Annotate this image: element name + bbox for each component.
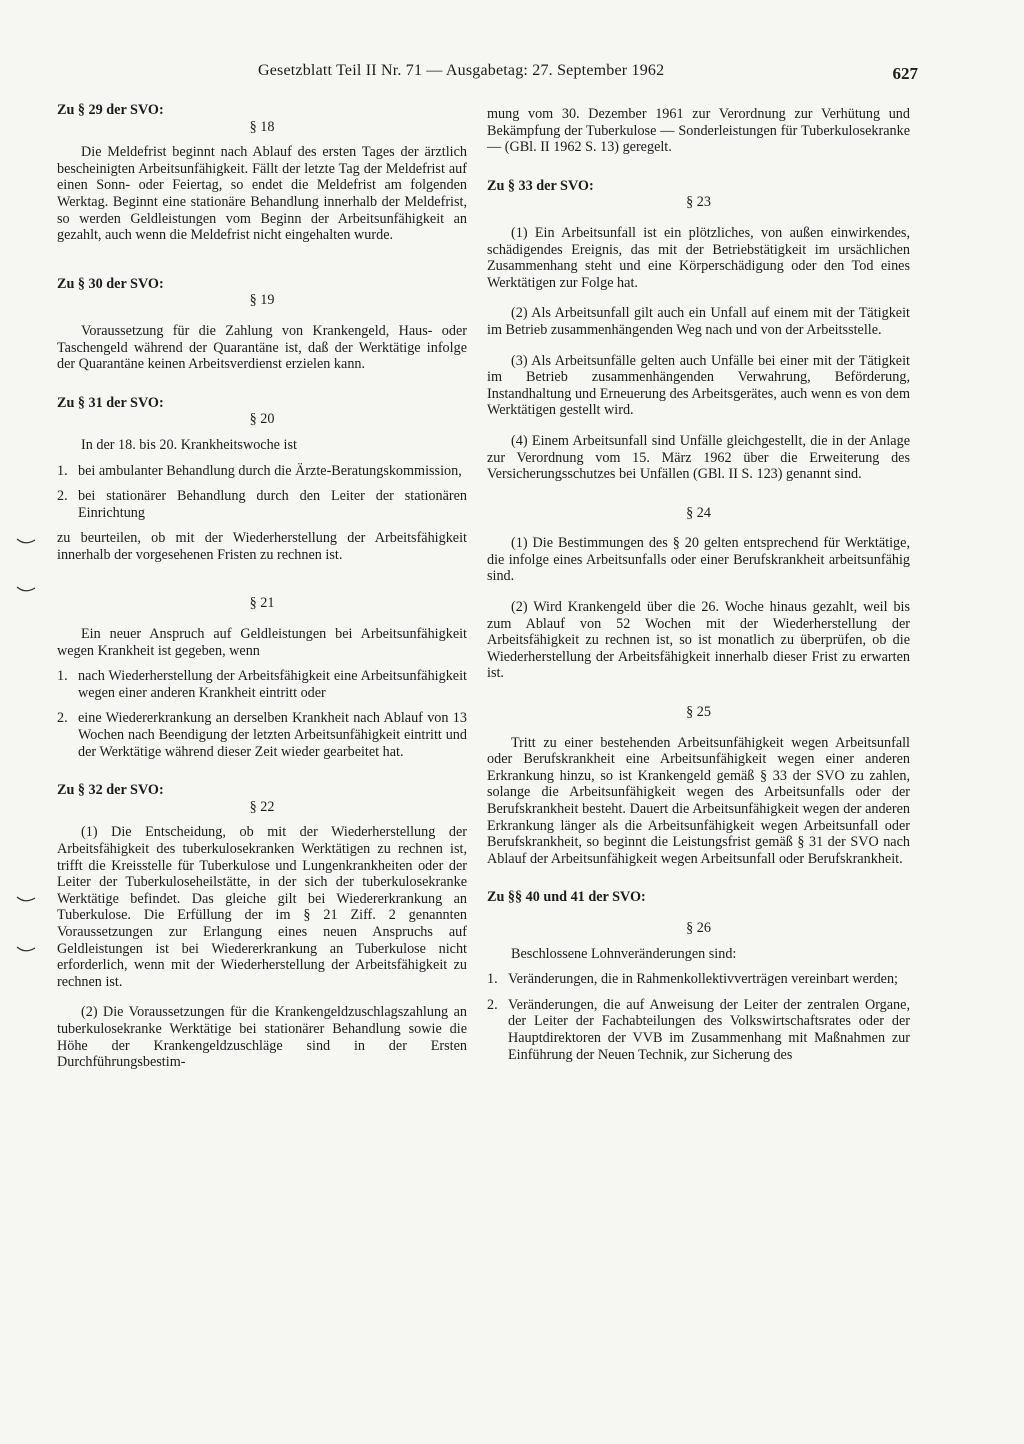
paragraph-number-22: § 22 bbox=[249, 798, 275, 815]
list-item-number: 1. bbox=[487, 971, 498, 988]
paragraph-23-3: (3) Als Arbeitsunfälle gelten auch Unfälle bei einer mit der Tätigkeit im Betrieb zusammenhängenden Verwahrung, Beförderung, Instandhaltung und Erneuerung des Arbeitsgerätes, auch wenn es von dem Werktätigen gestellt wird. bbox=[487, 352, 910, 419]
paragraph-22-2: (2) Die Voraussetzungen für die Krankengeldzuschlagszahlung an tuberkulosekranke Werktätige bei stationärer Behandlung sowie die Höhe der Krankengeldzuschläge sind in der Ersten Durchführungsbestim- bbox=[57, 1004, 467, 1071]
paragraph-22-1: (1) Die Entscheidung, ob mit der Wiederherstellung der Arbeitsfähigkeit des tuberkulosekranken Werktätigen zu rechnen ist, trifft die Kreisstelle für Tuberkulose und Lungenkrankheiten oder der Leiter der Tuberkuloseheilstätte, in der sich der tuberkulosekranke Werktätige befindet. Das gleiche gilt bei Wiedererkrankung an Tuberkulose. Die Erfüllung der im § 21 Ziff. 2 genannten Voraussetzungen zur Erlangung eines neuen Anspruchs auf Geldleistungen ist bei Wiedererkrankung an Tuberkulose nicht erforderlich, wenn mit der Wiederherstellung der Arbeitsfähigkeit zu rechnen ist. bbox=[57, 824, 467, 990]
paragraph-23-1: (1) Ein Arbeitsunfall ist ein plötzliches, von außen einwirkendes, schädigendes Ereignis, das mit der Betriebstätigkeit im ursächlichen Zusammenhang steht und eine Körperschädigung oder den Tod eines Werktätigen zur Folge hat. bbox=[487, 224, 910, 291]
list-item-text: eine Wiedererkrankung an derselben Krankheit nach Ablauf von 13 Wochen nach Beendigung der letzten Arbeitsunfähigkeit eintritt und der Werktätige während dieser Zeit wieder gearbeitet hat. bbox=[78, 710, 467, 760]
list-item bbox=[487, 997, 910, 1063]
paragraph-number-20: § 20 bbox=[249, 411, 275, 428]
header-title: Gesetzblatt Teil II Nr. 71 — Ausgabetag: 27. September 1962 bbox=[258, 62, 665, 79]
paragraph-number-26: § 26 bbox=[686, 919, 711, 936]
paragraph-number-23: § 23 bbox=[686, 194, 711, 211]
checkmark-icon bbox=[16, 584, 36, 594]
list-item-number: 2. bbox=[487, 996, 498, 1013]
section-heading-40-41: Zu §§ 40 und 41 der SVO: bbox=[487, 889, 646, 906]
page-number: 627 bbox=[892, 64, 918, 83]
paragraph-21-intro: Ein neuer Anspruch auf Geldleistungen bei Arbeitsunfähigkeit wegen Krankheit ist gegeben, wenn bbox=[57, 626, 467, 659]
list-item-number: 1. bbox=[57, 668, 68, 685]
section-heading-32: Zu § 32 der SVO: bbox=[57, 782, 164, 799]
paragraph-22-continuation: mung vom 30. Dezember 1961 zur Verordnung zur Verhütung und Bekämpfung der Tuberkulose — Sonderleistungen für Tuberkulosekranke — (GBl. II 1962 S. 13) geregelt. bbox=[487, 106, 910, 156]
checkmark-icon bbox=[16, 894, 36, 904]
list-item bbox=[57, 710, 467, 760]
list-item bbox=[57, 488, 467, 521]
paragraph-number-21: § 21 bbox=[249, 595, 275, 612]
list-item bbox=[487, 971, 910, 988]
paragraph-26-intro: Beschlossene Lohnveränderungen sind: bbox=[511, 945, 737, 962]
section-heading-29: Zu § 29 der SVO: bbox=[57, 102, 164, 118]
paragraph-25-text: Tritt zu einer bestehenden Arbeitsunfähigkeit wegen Arbeitsunfall oder Berufskrankheit eine Arbeitsunfähigkeit wegen einer anderen Erkrankung hinzu, so ist Krankengeld gemäß § 33 der SVO zu zahlen, solange die Arbeitsunfähigkeit wegen des Arbeitsunfalls oder der Berufskrankheit besteht. Dauert die Arbeitsunfähigkeit wegen der anderen Erkrankung länger als die Arbeitsunfähigkeit wegen Arbeitsunfall oder Berufskrankheit, so beginnt die Leistungsfrist gemäß § 31 der SVO nach Ablauf der Arbeitsunfähigkeit wegen Arbeitsunfall oder Berufskrankheit. bbox=[487, 734, 910, 867]
paragraph-23-4: (4) Einem Arbeitsunfall sind Unfälle gleichgestellt, die in der Anlage zur Verordnung vom 15. März 1962 über die Erweiterung des Versicherungsschutzes bei Unfällen (GBl. II S. 123) genannt sind. bbox=[487, 432, 910, 483]
paragraph-18-text: Die Meldefrist beginnt nach Ablauf des ersten Tages der ärztlich bescheinigten Arbeitsunfähigkeit. Fällt der letzte Tag der Meldefrist auf einen Sonn- oder Feiertag, so endet die Meldefrist am folgenden Werktag. Beginnt eine stationäre Behandlung innerhalb der Meldefrist, so werden Geldleistungen vom Beginn der Arbeitsunfähigkeit an gezahlt, auch wenn die Meldefrist nicht eingehalten wurde. bbox=[57, 144, 467, 244]
section-heading-30: Zu § 30 der SVO: bbox=[57, 275, 164, 292]
list-item-number: 2. bbox=[57, 488, 68, 505]
paragraph-number-25: § 25 bbox=[686, 704, 711, 721]
checkmark-icon bbox=[16, 944, 36, 954]
list-item bbox=[57, 668, 467, 701]
paragraph-number-19: § 19 bbox=[249, 292, 275, 309]
paragraph-24-2: (2) Wird Krankengeld über die 26. Woche hinaus gezahlt, weil bis zum Ablauf von 52 Wochen mit der Wiederherstellung der Arbeitsfähigkeit zu rechnen ist, so ist monatlich zu überprüfen, ob die Wiederherstellung der Arbeitsfähigkeit innerhalb dieser Frist zu erwarten ist. bbox=[487, 599, 910, 682]
paragraph-number-24: § 24 bbox=[686, 504, 711, 521]
section-heading-31: Zu § 31 der SVO: bbox=[57, 394, 164, 411]
right-column bbox=[487, 106, 910, 1063]
list-item bbox=[57, 463, 467, 480]
list-item-text: Veränderungen, die auf Anweisung der Leiter der zentralen Organe, der Leiter der Fachabteilungen des Volkswirtschaftsrates oder der Hauptdirektoren der VVB im Zusammenhang mit Maßnahmen zur Einführung der Neuen Technik, zur Sicherung des bbox=[508, 996, 910, 1063]
list-item-text: nach Wiederherstellung der Arbeitsfähigkeit eine Arbeitsunfähigkeit wegen einer anderen Krankheit eintritt oder bbox=[78, 668, 467, 701]
list-item-text: bei stationärer Behandlung durch den Leiter der stationären Einrichtung bbox=[78, 488, 467, 521]
left-column bbox=[57, 102, 467, 1071]
paragraph-23-2: (2) Als Arbeitsunfall gilt auch ein Unfall auf einem mit der Tätigkeit im Betrieb zusammenhängenden Weg nach und von der Arbeitsstelle. bbox=[487, 305, 910, 338]
page-header bbox=[258, 62, 918, 88]
paragraph-24-1: (1) Die Bestimmungen des § 20 gelten entsprechend für Werktätige, die infolge eines Arbeitsunfalls oder einer Berufskrankheit arbeitsunfähig sind. bbox=[487, 535, 910, 585]
list-item-number: 2. bbox=[57, 710, 68, 727]
paragraph-number-18: § 18 bbox=[249, 118, 275, 135]
list-item-text: Veränderungen, die in Rahmenkollektivverträgen vereinbart werden; bbox=[508, 971, 899, 988]
checkmark-icon bbox=[16, 536, 36, 546]
paragraph-19-text: Voraussetzung für die Zahlung von Krankengeld, Haus- oder Taschengeld während der Quarantäne ist, daß der Werktätige infolge der Quarantäne keinen Arbeitsverdienst erzielen kann. bbox=[57, 322, 467, 373]
section-heading-33: Zu § 33 der SVO: bbox=[487, 177, 594, 194]
list-item-number: 1. bbox=[57, 462, 68, 479]
list-item-text: bei ambulanter Behandlung durch die Ärzte-Beratungskommission, bbox=[78, 462, 462, 479]
paragraph-20-outro: zu beurteilen, ob mit der Wiederherstellung der Arbeitsfähigkeit innerhalb der vorgesehenen Fristen zu rechnen ist. bbox=[57, 530, 467, 563]
paragraph-20-intro: In der 18. bis 20. Krankheitswoche ist bbox=[81, 436, 297, 453]
